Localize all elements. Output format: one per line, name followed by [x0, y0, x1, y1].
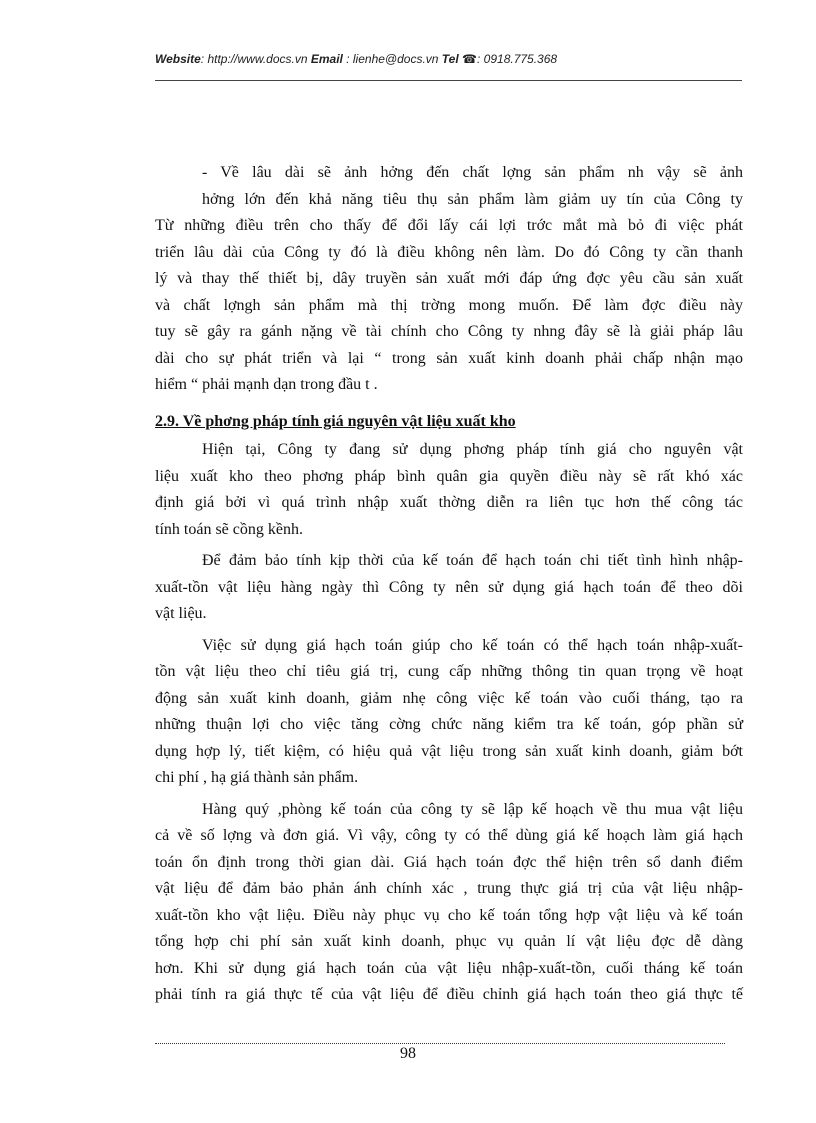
- text-line: Hàng quý ,phòng kế toán của công ty sẽ lập kế hoạch về thu mua vật liệu: [202, 800, 743, 818]
- text-line: tuy sẽ gây ra gánh nặng về tài chính cho Công ty nhng đây sẽ là giải pháp lâu: [155, 323, 743, 340]
- text-line: vật liệu để đảm bảo phản ánh chính xác , trung thực giá trị của vật liệu nhập-: [155, 880, 743, 897]
- text-line: toán ổn định trong thời gian dài. Giá hạch toán đợc thể hiện trên sổ danh điểm: [155, 853, 743, 871]
- text-line: phải tính ra giá thực tế của vật liệu để điều chỉnh giá hạch toán theo giá thực tế: [155, 986, 743, 1003]
- page-number: 98: [400, 1045, 416, 1062]
- website-value: : http://www.docs.vn: [200, 52, 308, 66]
- website-label: Website: [155, 52, 201, 66]
- text-line: Từ những điều trên cho thấy để đổi lấy cái lợi trớc mắt mà bỏ đi việc phát: [155, 217, 743, 234]
- header-rule: [155, 80, 742, 81]
- text-line: liệu xuất kho theo phơng pháp bình quân gia quyền điều này sẽ rất khó xác: [155, 467, 743, 485]
- text-line: lý và thay thế thiết bị, dây truyền sản xuất mới đáp ứng đợc yêu cầu sản xuất: [155, 270, 743, 287]
- text-line: - Về lâu dài sẽ ảnh hởng đến chất lợng sản phẩm nh vậy sẽ ảnh: [202, 164, 743, 181]
- page-header: [155, 52, 557, 66]
- email-label: Email: [310, 52, 343, 66]
- text-line: tổng hợp chi phí sản xuất kinh doanh, phục vụ quản lí vật liệu đợc dễ dàng: [155, 933, 743, 950]
- text-line: tính toán sẽ cồng kềnh.: [155, 520, 303, 538]
- phone-icon: ☎: [462, 52, 477, 66]
- text-line: Để đảm bảo tính kịp thời của kế toán để hạch toán chi tiết tình hình nhập-: [202, 552, 743, 569]
- section-heading: 2.9. Về phơng pháp tính giá nguyên vật liệu xuất kho: [155, 412, 516, 430]
- text-line: những thuận lợi cho việc tăng cờng chức năng kiểm tra kế toán, góp phần sử: [155, 716, 743, 733]
- text-line: và chất lợngh sản phẩm mà thị trờng mong muốn. Để làm đợc điều này: [155, 296, 743, 314]
- text-line: xuất-tồn vật liệu hàng ngày thì Công ty nên sử dụng giá hạch toán để theo dõi: [155, 578, 743, 596]
- text-line: Việc sử dụng giá hạch toán giúp cho kế toán có thể hạch toán nhập-xuất-: [202, 636, 743, 654]
- text-line: hởng lớn đến khả năng tiêu thụ sản phẩm làm giảm uy tín của Công ty: [202, 190, 743, 208]
- tel-label: Tel: [441, 52, 459, 66]
- text-line: triển lâu dài của Công ty đó là điều không nên làm. Do đó Công ty cần thanh: [155, 243, 743, 261]
- text-line: dài cho sự phát triển và lại “ trong sản xuất kinh doanh phải chấp nhận mạo: [155, 349, 743, 367]
- text-line: hiểm “ phải mạnh dạn trong đầu t .: [155, 376, 378, 393]
- text-line: vật liệu.: [155, 605, 207, 622]
- footer-rule: [155, 1043, 725, 1044]
- text-line: Hiện tại, Công ty đang sử dụng phơng pháp tính giá cho nguyên vật: [202, 441, 743, 458]
- text-line: xuất-tồn kho vật liệu. Điều này phục vụ cho kế toán tổng hợp vật liệu và kế toán: [155, 906, 743, 924]
- text-line: định giá bởi vì quá trình nhập xuất thờng diễn ra liên tục hơn thế công tác: [155, 494, 743, 511]
- text-line: chi phí , hạ giá thành sản phẩm.: [155, 769, 359, 786]
- tel-value: : 0918.775.368: [477, 52, 558, 66]
- document-body: [155, 160, 743, 1009]
- text-line: tồn vật liệu theo chỉ tiêu giá trị, cung cấp những thông tin quan trọng về hoạt: [155, 663, 743, 680]
- text-line: hơn. Khi sử dụng giá hạch toán của vật liệu nhập-xuất-tồn, cuối tháng kế toán: [155, 959, 743, 977]
- text-line: động sản xuất kinh doanh, giảm nhẹ công việc kế toán vào cuối tháng, tạo ra: [155, 689, 743, 707]
- text-line: dụng hợp lý, tiết kiệm, có hiệu quả vật liệu trong sản xuất kinh doanh, giảm bớt: [155, 742, 743, 760]
- text-line: cả về số lợng và đơn giá. Vì vậy, công ty có thể dùng giá kế hoạch làm giá hạch: [155, 827, 743, 844]
- email-value: : lienhe@docs.vn: [346, 52, 439, 66]
